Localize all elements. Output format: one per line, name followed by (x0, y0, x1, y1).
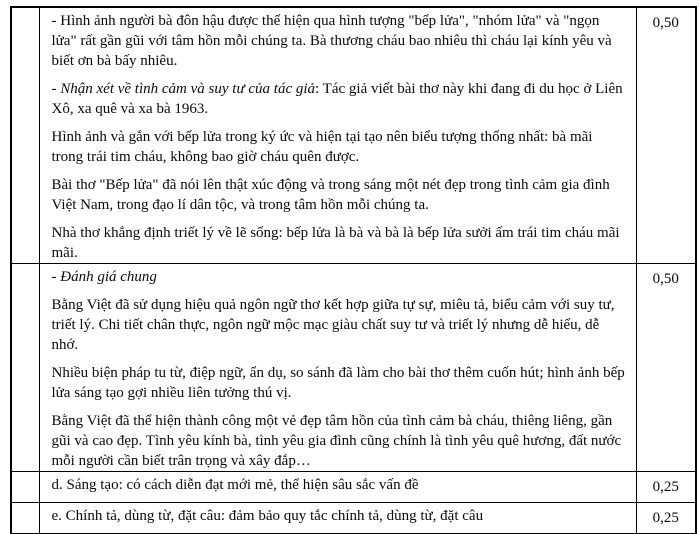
points-cell (636, 472, 696, 503)
grading-rubric-table (10, 6, 697, 534)
points-value: 0,50 (652, 15, 679, 31)
paragraph-text: e. Chính tả, dùng từ, đặt câu: đảm bảo quy tắc chính tả, dùng từ, đặt câu (51, 508, 484, 524)
paragraph-text: Bằng Việt đã sử dụng hiệu quả ngôn ngữ thơ kết hợp giữa tự sự, miêu tả, biểu cảm với suy tư, triết lý. Chi tiết chân thực, ngôn ngữ mộc mạc giàu chất suy tư và triết lý nhưng dễ hiểu, dễ nhớ. (51, 297, 615, 353)
question-number-cell (11, 264, 39, 472)
points-cell (636, 503, 696, 534)
paragraph-text: Bằng Việt đã thể hiện thành công một vẻ đẹp tâm hồn của tình cảm bà cháu, thiêng liêng, gần gũi và cao đẹp. Tình yêu kính bà, tình yêu gia đình cũng chính là tình yêu quê hương, đất nước mỗi người cần biết trân trọng và xây đắp… (51, 413, 622, 469)
paragraph-italic-lead: - Đánh giá chung (51, 269, 157, 285)
points-cell (636, 7, 696, 264)
paragraph-text: Nhiều biện pháp tu từ, điệp ngữ, ẩn dụ, so sánh đã làm cho bài thơ thêm cuốn hút; hình ảnh bếp lửa sáng tạo gợi nhiều liên tưởng thú vị. (51, 365, 625, 401)
points-value: 0,25 (652, 479, 679, 495)
content-cell (39, 503, 636, 534)
question-number-cell (11, 472, 39, 503)
paragraph (52, 411, 626, 471)
table-row-creativity (11, 472, 696, 503)
points-value: 0,25 (652, 510, 679, 526)
paragraph-text: : Tác giả viết bài thơ này khi đang đi du học ở Liên Xô, xa quê và xa bà 1963. (51, 81, 623, 117)
question-number-cell (11, 7, 39, 264)
paragraph-text: Hình ảnh và gắn với bếp lửa trong ký ức và hiện tại tạo nên biểu tượng thống nhất: bà mãi trong trái tim cháu, không bao giờ cháu quên được. (51, 129, 593, 165)
content-cell (39, 7, 636, 264)
content-cell (39, 264, 636, 472)
paragraph (52, 295, 626, 355)
paragraph (52, 175, 626, 215)
points-cell (636, 264, 696, 472)
paragraph (52, 506, 626, 526)
paragraph-text: - Hình ảnh người bà đôn hậu được thể hiện qua hình tượng "bếp lửa", "nhóm lửa" và "ngọn lửa" rất gần gũi với tâm hồn mỗi chúng ta. Bà thương cháu bao nhiêu thì cháu lại kính yêu và biết ơn bà bấy nhiêu. (51, 13, 612, 69)
paragraph (52, 475, 626, 495)
table-row-general-evaluation (11, 264, 696, 472)
paragraph (52, 11, 626, 71)
table-row-analysis (11, 7, 696, 264)
points-value: 0,50 (652, 271, 679, 287)
content-cell (39, 472, 636, 503)
paragraph (52, 223, 626, 263)
paragraph (52, 79, 626, 119)
question-number-cell (11, 503, 39, 534)
paragraph (52, 363, 626, 403)
paragraph-text: Bài thơ "Bếp lửa" đã nói lên thật xúc động và trong sáng một nét đẹp trong tình cảm gia đình Việt Nam, trong đạo lí dân tộc, và trong tâm hồn mỗi chúng ta. (51, 177, 610, 213)
paragraph (52, 127, 626, 167)
paragraph-text: Nhà thơ khẳng định triết lý về lẽ sống: bếp lửa là bà và bà là bếp lửa sưởi ấm trái tim cháu mãi mãi. (51, 225, 620, 261)
paragraph (52, 267, 626, 287)
paragraph-text: d. Sáng tạo: có cách diễn đạt mới mẻ, thể hiện sâu sắc vấn đề (51, 477, 419, 493)
table-row-spelling (11, 503, 696, 534)
paragraph-italic-lead: - Nhận xét về tình cảm và suy tư của tác giả (51, 81, 316, 97)
